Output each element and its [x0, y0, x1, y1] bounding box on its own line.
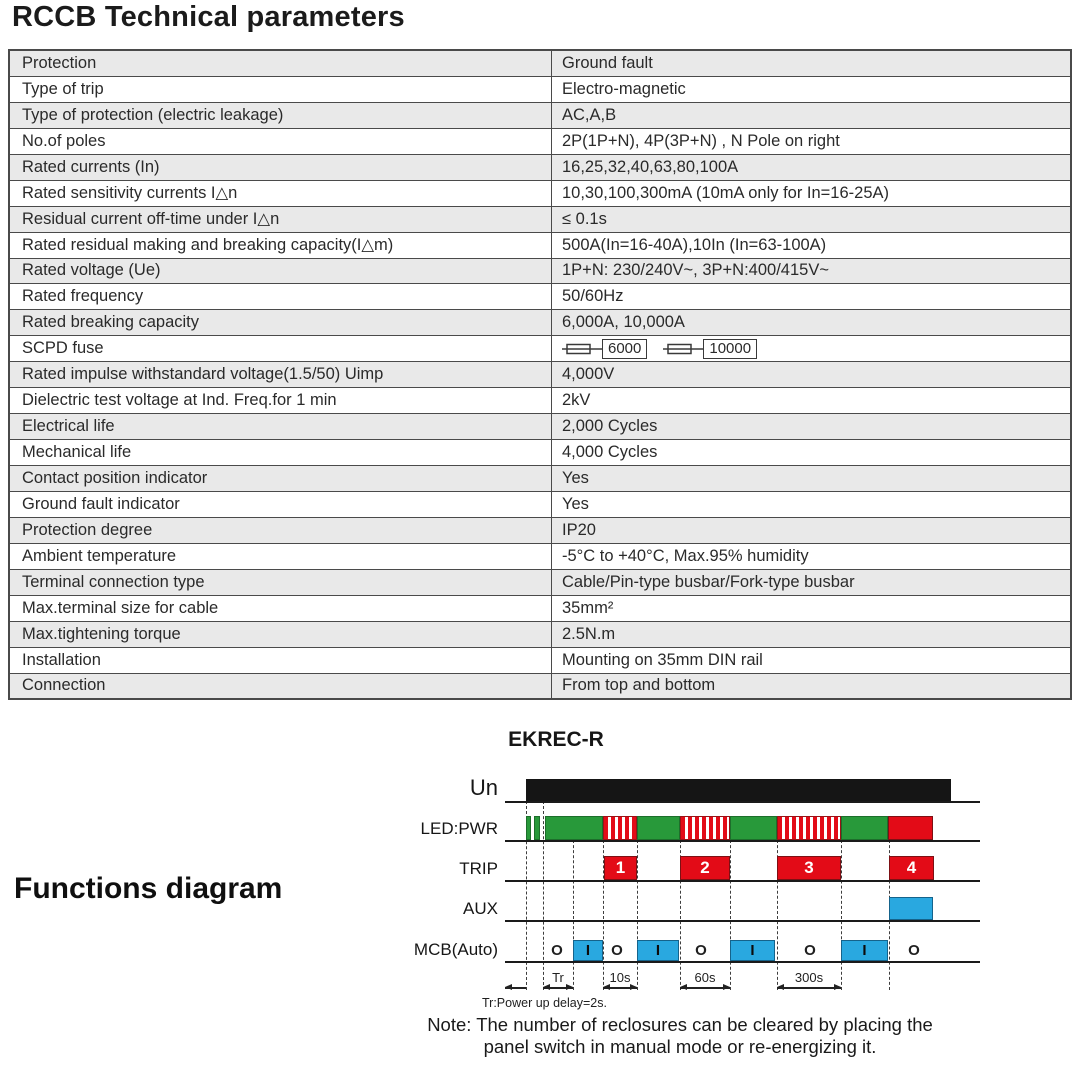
param-value: 50/60Hz	[552, 284, 1072, 310]
param-name: Type of trip	[9, 76, 552, 102]
param-value: From top and bottom	[552, 673, 1072, 699]
param-name: Ground fault indicator	[9, 491, 552, 517]
mcb-close-block: I	[730, 940, 775, 961]
param-name: Rated currents (In)	[9, 154, 552, 180]
signal-bar	[841, 816, 888, 840]
table-row	[9, 180, 1071, 206]
signal-bar	[637, 816, 680, 840]
param-value: Ground fault	[562, 53, 653, 72]
mcb-state-text: O	[695, 942, 707, 959]
trip-block: 1	[604, 856, 637, 880]
trip-block: 2	[680, 856, 730, 880]
mcb-close-block: I	[841, 940, 888, 961]
footnote-line-2: panel switch in manual mode or re-energizing it.	[483, 1035, 877, 1057]
table-row	[9, 206, 1071, 232]
param-name: Type of protection (electric leakage)	[9, 102, 552, 128]
param-name: Terminal connection type	[9, 569, 552, 595]
param-name: Mechanical life	[9, 440, 552, 466]
param-name: Dielectric test voltage at Ind. Freq.for 1 min	[9, 388, 552, 414]
table-row	[9, 414, 1071, 440]
time-label: 10s	[609, 970, 631, 985]
timing-gridline	[573, 840, 574, 990]
page-title: RCCB Technical parameters	[12, 1, 405, 33]
time-label: 300s	[794, 970, 824, 985]
table-row	[9, 621, 1071, 647]
aux-block	[889, 897, 933, 920]
mcb-close-block: I	[637, 940, 679, 961]
param-value: IP20	[552, 517, 1072, 543]
table-row	[9, 128, 1071, 154]
param-value: 2.5N.m	[552, 621, 1072, 647]
mcb-close-block: I	[573, 940, 603, 961]
table-row	[9, 673, 1071, 699]
param-value: Cable/Pin-type busbar/Fork-type busbar	[552, 569, 1072, 595]
param-name: Protection degree	[9, 517, 552, 543]
arrowhead-right	[630, 984, 637, 990]
row-label: TRIP	[459, 859, 498, 878]
table-row	[9, 76, 1071, 102]
table-row	[9, 491, 1071, 517]
fuse-icon	[562, 342, 602, 356]
table-row	[9, 543, 1071, 569]
param-name: Installation	[9, 647, 552, 673]
param-name: Max.terminal size for cable	[9, 595, 552, 621]
row-baseline	[505, 801, 980, 803]
arrowhead-left	[603, 984, 610, 990]
mcb-state-text: O	[551, 942, 563, 959]
table-row	[9, 310, 1071, 336]
arrowhead-right	[723, 984, 730, 990]
rccb-parameters-table-body	[9, 50, 1071, 699]
row-label: AUX	[463, 899, 498, 918]
footnote	[300, 1014, 1060, 1058]
param-name: Contact position indicator	[9, 466, 552, 492]
signal-bar	[777, 816, 841, 840]
row-label: LED:PWR	[420, 819, 498, 838]
arrowhead-right	[834, 984, 841, 990]
table-row	[9, 154, 1071, 180]
table-row	[9, 569, 1071, 595]
time-label: 60s	[694, 970, 716, 985]
param-value: 4,000V	[552, 362, 1072, 388]
mcb-state-text: O	[804, 942, 816, 959]
fuse-rating: 6000	[602, 339, 647, 359]
row-baseline	[505, 880, 980, 882]
param-value: 4,000 Cycles	[552, 440, 1072, 466]
signal-bar	[680, 816, 730, 840]
scpd-fuse-symbols	[562, 339, 1070, 359]
param-name: Residual current off-time under I△n	[9, 206, 552, 232]
param-value: 1P+N: 230/240V~, 3P+N:400/415V~	[552, 258, 1072, 284]
param-name: Rated residual making and breaking capacity(I△m)	[9, 232, 552, 258]
signal-bar	[526, 779, 951, 801]
table-row	[9, 102, 1071, 128]
param-value: 500A(In=16-40A),10In (In=63-100A)	[552, 232, 1072, 258]
time-label: Tr	[552, 970, 564, 985]
rccb-parameters-table	[8, 49, 1072, 700]
table-row	[9, 232, 1071, 258]
param-value: Electro-magnetic	[552, 76, 1072, 102]
param-name: Rated voltage (Ue)	[9, 258, 552, 284]
table-row	[9, 595, 1071, 621]
param-name: Rated breaking capacity	[9, 310, 552, 336]
signal-bar	[534, 816, 540, 840]
tr-delay-note: Tr:Power up delay=2s.	[482, 996, 607, 1010]
signal-bar	[526, 816, 531, 840]
fuse-icon	[663, 342, 703, 356]
param-value: 35mm²	[552, 595, 1072, 621]
param-name: Rated impulse withstandard voltage(1.5/50) Uimp	[9, 362, 552, 388]
dimension-line	[777, 987, 841, 989]
fuse-rating: 10000	[703, 339, 757, 359]
table-row	[9, 50, 1071, 76]
mcb-state-text: O	[908, 942, 920, 959]
footnote-line-1: Note: The number of reclosures can be cleared by placing the	[427, 1014, 933, 1035]
timing-gridline	[637, 840, 638, 990]
arrowhead-left	[680, 984, 687, 990]
param-value: Yes	[552, 491, 1072, 517]
param-value: 6,000A, 10,000A	[552, 310, 1072, 336]
param-value: ≤ 0.1s	[552, 206, 1072, 232]
param-name: Protection	[9, 50, 552, 76]
param-name: SCPD fuse	[9, 336, 552, 362]
row-baseline	[505, 840, 980, 842]
fuse-symbol	[562, 339, 647, 359]
timing-gridline	[841, 840, 842, 990]
param-value: 2kV	[552, 388, 1072, 414]
row-baseline	[505, 920, 980, 922]
table-row	[9, 388, 1071, 414]
mcb-state-text: O	[611, 942, 623, 959]
param-value: 2,000 Cycles	[552, 414, 1072, 440]
table-row	[9, 258, 1071, 284]
param-value: AC,A,B	[552, 102, 1072, 128]
row-label: Un	[469, 775, 498, 800]
signal-bar	[730, 816, 777, 840]
row-baseline	[505, 961, 980, 963]
arrowhead-left	[543, 984, 550, 990]
param-value	[552, 336, 1072, 362]
fuse-symbol	[663, 339, 757, 359]
trip-block: 4	[889, 856, 934, 880]
table-row	[9, 517, 1071, 543]
signal-bar	[545, 816, 603, 840]
param-value: 16,25,32,40,63,80,100A	[552, 154, 1072, 180]
param-name: Electrical life	[9, 414, 552, 440]
signal-bar	[888, 816, 933, 840]
table-row	[9, 440, 1071, 466]
signal-bar	[603, 816, 637, 840]
table-row	[9, 466, 1071, 492]
functions-diagram-heading: Functions diagram	[14, 872, 283, 905]
param-name: Rated sensitivity currents I△n	[9, 180, 552, 206]
param-value: 2P(1P+N), 4P(3P+N) , N Pole on right	[552, 128, 1072, 154]
arrowhead-left	[777, 984, 784, 990]
diagram-title: EKREC-R	[508, 728, 604, 751]
param-value: -5°C to +40°C, Max.95% humidity	[552, 543, 1072, 569]
row-label: MCB(Auto)	[413, 940, 498, 959]
timing-gridline	[730, 840, 731, 990]
param-name: Max.tightening torque	[9, 621, 552, 647]
trip-block: 3	[777, 856, 841, 880]
table-row	[9, 647, 1071, 673]
functions-timing-diagram	[390, 720, 1062, 1020]
param-value: Mounting on 35mm DIN rail	[552, 647, 1072, 673]
param-name: Ambient temperature	[9, 543, 552, 569]
table-row	[9, 336, 1071, 362]
param-value: 10,30,100,300mA (10mA only for In=16-25A)	[552, 180, 1072, 206]
table-row	[9, 362, 1071, 388]
param-name: Rated frequency	[9, 284, 552, 310]
arrowhead-right	[566, 984, 573, 990]
table-row	[9, 284, 1071, 310]
param-name: Connection	[9, 673, 552, 699]
param-value: Yes	[552, 466, 1072, 492]
param-name: No.of poles	[9, 128, 552, 154]
arrowhead-left	[505, 984, 512, 990]
